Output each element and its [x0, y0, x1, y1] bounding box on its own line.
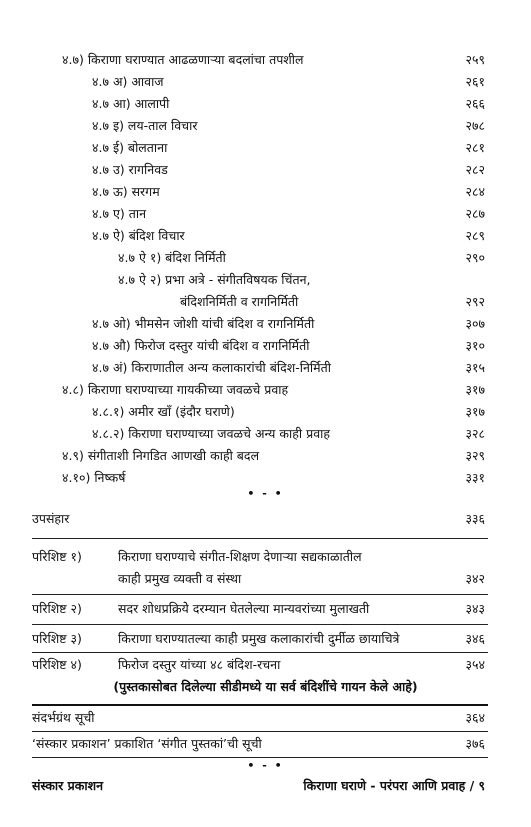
appendix-entry: [0, 598, 531, 620]
toc-entry-page: २८२: [465, 162, 485, 177]
toc-entry: [0, 181, 531, 203]
toc-entry-label: ४.९) संगीताशी निगडित आणखी काही बदल: [62, 448, 260, 463]
toc-conclusion: [0, 508, 531, 530]
divider: [32, 757, 488, 758]
toc-entry: [0, 71, 531, 93]
toc-entry: [0, 313, 531, 335]
toc-entry-label: ४.७ इ) लय-ताल विचार: [92, 118, 198, 133]
footer-book-title: किराणा घराणे - परंपरा आणि प्रवाह / ९: [303, 778, 485, 793]
bibliography-label: ‘संस्कार प्रकाशन’ प्रकाशित ‘संगीत पुस्तकां’ची सूची: [32, 736, 262, 751]
toc-entry-page: ३१७: [465, 382, 485, 397]
toc-entry: [0, 115, 531, 137]
toc-entry: [0, 49, 531, 71]
toc-entry-page: २८९: [465, 228, 485, 243]
divider: [32, 704, 488, 706]
toc-entry: [0, 357, 531, 379]
toc-entry-label: ४.८.१) अमीर खाँ (इंदौर घराणे): [92, 404, 235, 419]
divider: [32, 538, 488, 539]
toc-entry-label: ४.७) किराणा घराण्यात आढळणाऱ्या बदलांचा तपशील: [62, 52, 304, 67]
appendix-tag: परिशिष्ट ३): [32, 631, 82, 646]
toc-entry: [0, 247, 531, 269]
toc-entry: [0, 291, 531, 313]
appendix-label: फिरोज दस्तुर यांच्या ४८ बंदिश-रचना: [118, 657, 281, 672]
toc-entry: [0, 137, 531, 159]
toc-bibliography: [0, 733, 531, 755]
divider: [32, 731, 488, 732]
divider: [32, 624, 488, 625]
appendix-entry: [0, 546, 531, 568]
toc-entry-label: ४.७ औ) फिरोज दस्तुर यांची बंदिश व रागनिर्मिती: [92, 338, 310, 353]
section-separator: • - •: [247, 487, 284, 500]
toc-entry-page: २६१: [465, 74, 485, 89]
appendix-entry: [0, 628, 531, 650]
section-separator: • - •: [247, 759, 284, 772]
toc-entry: [0, 423, 531, 445]
appendix-page: ३४३: [465, 601, 485, 616]
bibliography-label: संदर्भग्रंथ सूची: [32, 710, 95, 725]
toc-entry-page: २९२: [465, 294, 485, 309]
toc-entry: [0, 269, 531, 291]
bibliography-page: ३७६: [465, 736, 485, 751]
toc-entry-label: ४.७ ऐ २) प्रभा अत्रे - संगीतविषयक चिंतन,: [118, 272, 311, 287]
toc-entry: [0, 335, 531, 357]
toc-entry-label: ४.७ ऐ) बंदिश विचार: [92, 228, 185, 243]
appendix-entry: [0, 654, 531, 676]
appendix-label: सदर शोधप्रक्रियेे दरम्यान घेतलेल्या मान्यवरांच्या मुलाखती: [118, 601, 370, 616]
toc-entry: [0, 93, 531, 115]
toc-entry-label: ४.८) किराणा घराण्याच्या गायकीच्या जवळचे प्रवाह: [62, 382, 289, 397]
toc-entry: [0, 467, 531, 489]
toc-entry-page: २८४: [465, 184, 485, 199]
toc-entry-label: ४.७ उ) रागनिवड: [92, 162, 168, 177]
toc-entry: [0, 225, 531, 247]
toc-entry: [0, 379, 531, 401]
toc-entry-label: ४.७ अं) किराणातील अन्य कलाकारांची बंदिश-निर्मिती: [92, 360, 332, 375]
toc-entry-page: २५९: [465, 52, 485, 67]
toc-conclusion-label: उपसंहार: [32, 511, 70, 526]
toc-entry-label: ४.१०) निष्कर्ष: [62, 470, 126, 485]
toc-entry-label: ४.७ आ) आलापी: [92, 96, 170, 111]
toc-entry-label: ४.७ ई) बोलताना: [92, 140, 168, 155]
appendix-tag: परिशिष्ट १): [32, 549, 82, 564]
footer-publisher: संस्कार प्रकाशन: [32, 778, 104, 793]
toc-entry-page: २७८: [465, 118, 485, 133]
divider: [32, 652, 488, 653]
toc-entry-label: ४.७ ऐ १) बंदिश निर्मिती: [118, 250, 226, 265]
appendix-tag: परिशिष्ट ४): [32, 657, 82, 672]
toc-entry-page: २८१: [465, 140, 485, 155]
toc-entry-label: ४.७ अ) आवाज: [92, 74, 164, 89]
appendix-tag: परिशिष्ट २): [32, 601, 82, 616]
appendix-page: ३५४: [465, 657, 485, 672]
toc-bibliography: [0, 707, 531, 729]
toc-entry-page: ३३१: [465, 470, 485, 485]
appendix-label: किराणा घराण्याचे संगीत-शिक्षण देणाऱ्या सद्यकाळातील: [118, 549, 362, 564]
toc-entry: [0, 159, 531, 181]
toc-entry-page: २६६: [465, 96, 485, 111]
bibliography-page: ३६४: [465, 710, 485, 725]
toc-entry: [0, 203, 531, 225]
toc-entry: [0, 445, 531, 467]
appendix-page: ३४६: [465, 631, 485, 646]
toc-entry-label: ४.७ ओ) भीमसेन जोशी यांची बंदिश व रागनिर्मिती: [92, 316, 315, 331]
toc-entry-page: ३१५: [465, 360, 485, 375]
toc-entry-label: बंदिशनिर्मिती व रागनिर्मिती: [180, 294, 299, 309]
divider: [32, 594, 488, 595]
toc-entry-label: ४.७ ए) तान: [92, 206, 147, 221]
appendix-entry: [0, 568, 531, 590]
toc-entry-page: ३०७: [465, 316, 485, 331]
toc-entry-page: ३१७: [465, 404, 485, 419]
toc-entry-page: २९०: [465, 250, 485, 265]
cd-note: (पुस्तकासोबत दिलेल्या सीडीमध्ये या सर्व बंदिशींचे गायन केले आहे): [113, 679, 418, 694]
toc-entry-label: ४.७ ऊ) सरगम: [92, 184, 160, 199]
toc-entry-label: ४.८.२) किराणा घराण्याच्या जवळचे अन्य काही प्रवाह: [92, 426, 331, 441]
toc-entry-page: ३२९: [465, 448, 485, 463]
toc-entry-page: ३१०: [465, 338, 485, 353]
toc-entry-page: २८७: [465, 206, 485, 221]
appendix-label: किराणा घराण्यातल्या काही प्रमुख कलाकारांची दुर्मीळ छायाचित्रे: [118, 631, 400, 646]
appendix-label: काही प्रमुख व्यक्ती व संस्था: [118, 571, 242, 586]
toc-conclusion-page: ३३६: [465, 511, 485, 526]
appendix-page: ३४२: [465, 571, 485, 586]
toc-entry-page: ३२८: [465, 426, 485, 441]
toc-entry: [0, 401, 531, 423]
